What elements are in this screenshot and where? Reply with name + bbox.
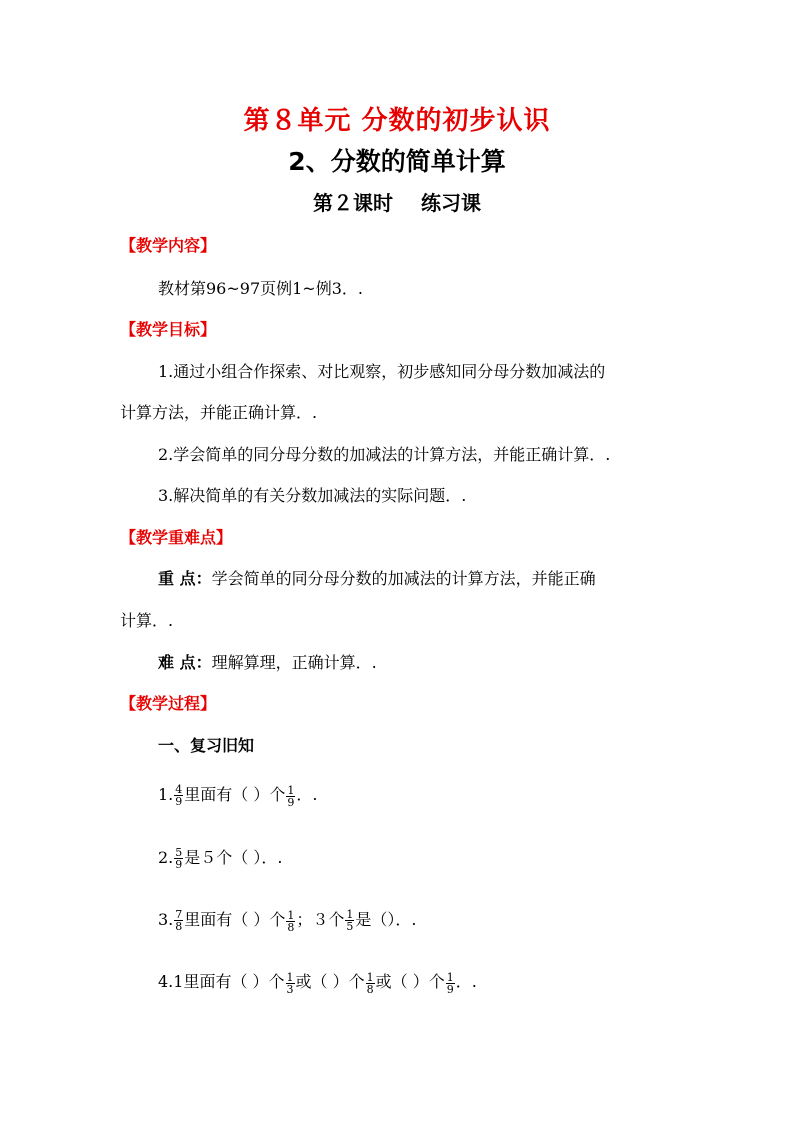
fraction: $\frac{1}{8}$ xyxy=(287,909,295,934)
q3-end: 是（）．. xyxy=(355,910,417,929)
q2-prefix: 2. xyxy=(158,848,174,867)
period-number: 第２课时 xyxy=(313,191,393,215)
q4-mid1: 或（ ）个 xyxy=(295,972,365,991)
fraction: $\frac{4}{9}$ xyxy=(175,783,183,808)
difficulty-label: 难 点： xyxy=(158,653,212,672)
lesson-title: 2、分数的简单计算 xyxy=(288,147,506,176)
content-text: 教材第96~97页例1~例3．. xyxy=(158,279,363,298)
key-point-line-2: 计算．. xyxy=(120,611,174,630)
fraction: $\frac{1}{9}$ xyxy=(446,971,454,996)
fraction: $\frac{5}{9}$ xyxy=(175,846,183,871)
difficulty-line xyxy=(158,650,377,673)
goal-2: 2.学会简单的同分母分数的加减法的计算方法，并能正确计算．. xyxy=(158,445,611,464)
q1-mid: 里面有（ ）个 xyxy=(184,785,286,804)
period-title xyxy=(0,187,794,216)
step-review: 一、复习旧知 xyxy=(158,736,255,755)
goal-1-line-1: 1.通过小组合作探索、对比观察，初步感知同分母分数加减法的 xyxy=(158,362,606,381)
fraction: $\frac{7}{8}$ xyxy=(175,908,183,933)
q4-prefix: 4.1里面有（ ）个 xyxy=(158,972,285,991)
q2-end: 是５个（ ）．. xyxy=(184,848,283,867)
q3-prefix: 3. xyxy=(158,910,174,929)
q3-mid1: 里面有（ ）个 xyxy=(184,910,286,929)
key-point-label: 重 点： xyxy=(158,569,212,588)
period-type: 练习课 xyxy=(421,191,481,215)
goal-3: 3.解决简单的有关分数加减法的实际问题．. xyxy=(158,486,467,505)
section-heading-goals: 【教学目标】 xyxy=(120,320,217,339)
q1-prefix: 1. xyxy=(158,785,174,804)
q3-mid2: ；３个 xyxy=(296,910,345,929)
section-heading-keypoints: 【教学重难点】 xyxy=(120,528,233,547)
question-1 xyxy=(158,782,317,808)
goal-1-line-2: 计算方法，并能正确计算．. xyxy=(120,403,318,422)
q1-end: ．. xyxy=(296,785,318,804)
question-2 xyxy=(158,845,282,870)
fraction: $\frac{1}{3}$ xyxy=(286,971,294,996)
fraction: $\frac{1}{9}$ xyxy=(287,784,295,809)
q4-end: ．. xyxy=(455,972,477,991)
question-3 xyxy=(158,907,416,933)
question-4 xyxy=(158,969,477,995)
fraction: $\frac{1}{8}$ xyxy=(366,971,374,996)
difficulty-text: 理解算理，正确计算．. xyxy=(211,653,377,672)
q4-mid2: 或（ ）个 xyxy=(375,972,445,991)
unit-title: 第８单元 分数的初步认识 xyxy=(243,106,551,136)
section-heading-content: 【教学内容】 xyxy=(120,236,217,255)
fraction: $\frac{1}{5}$ xyxy=(346,908,354,933)
key-point-text: 学会简单的同分母分数的加减法的计算方法，并能正确 xyxy=(211,569,596,588)
key-point-line-1 xyxy=(158,566,596,589)
section-heading-process: 【教学过程】 xyxy=(120,694,217,713)
